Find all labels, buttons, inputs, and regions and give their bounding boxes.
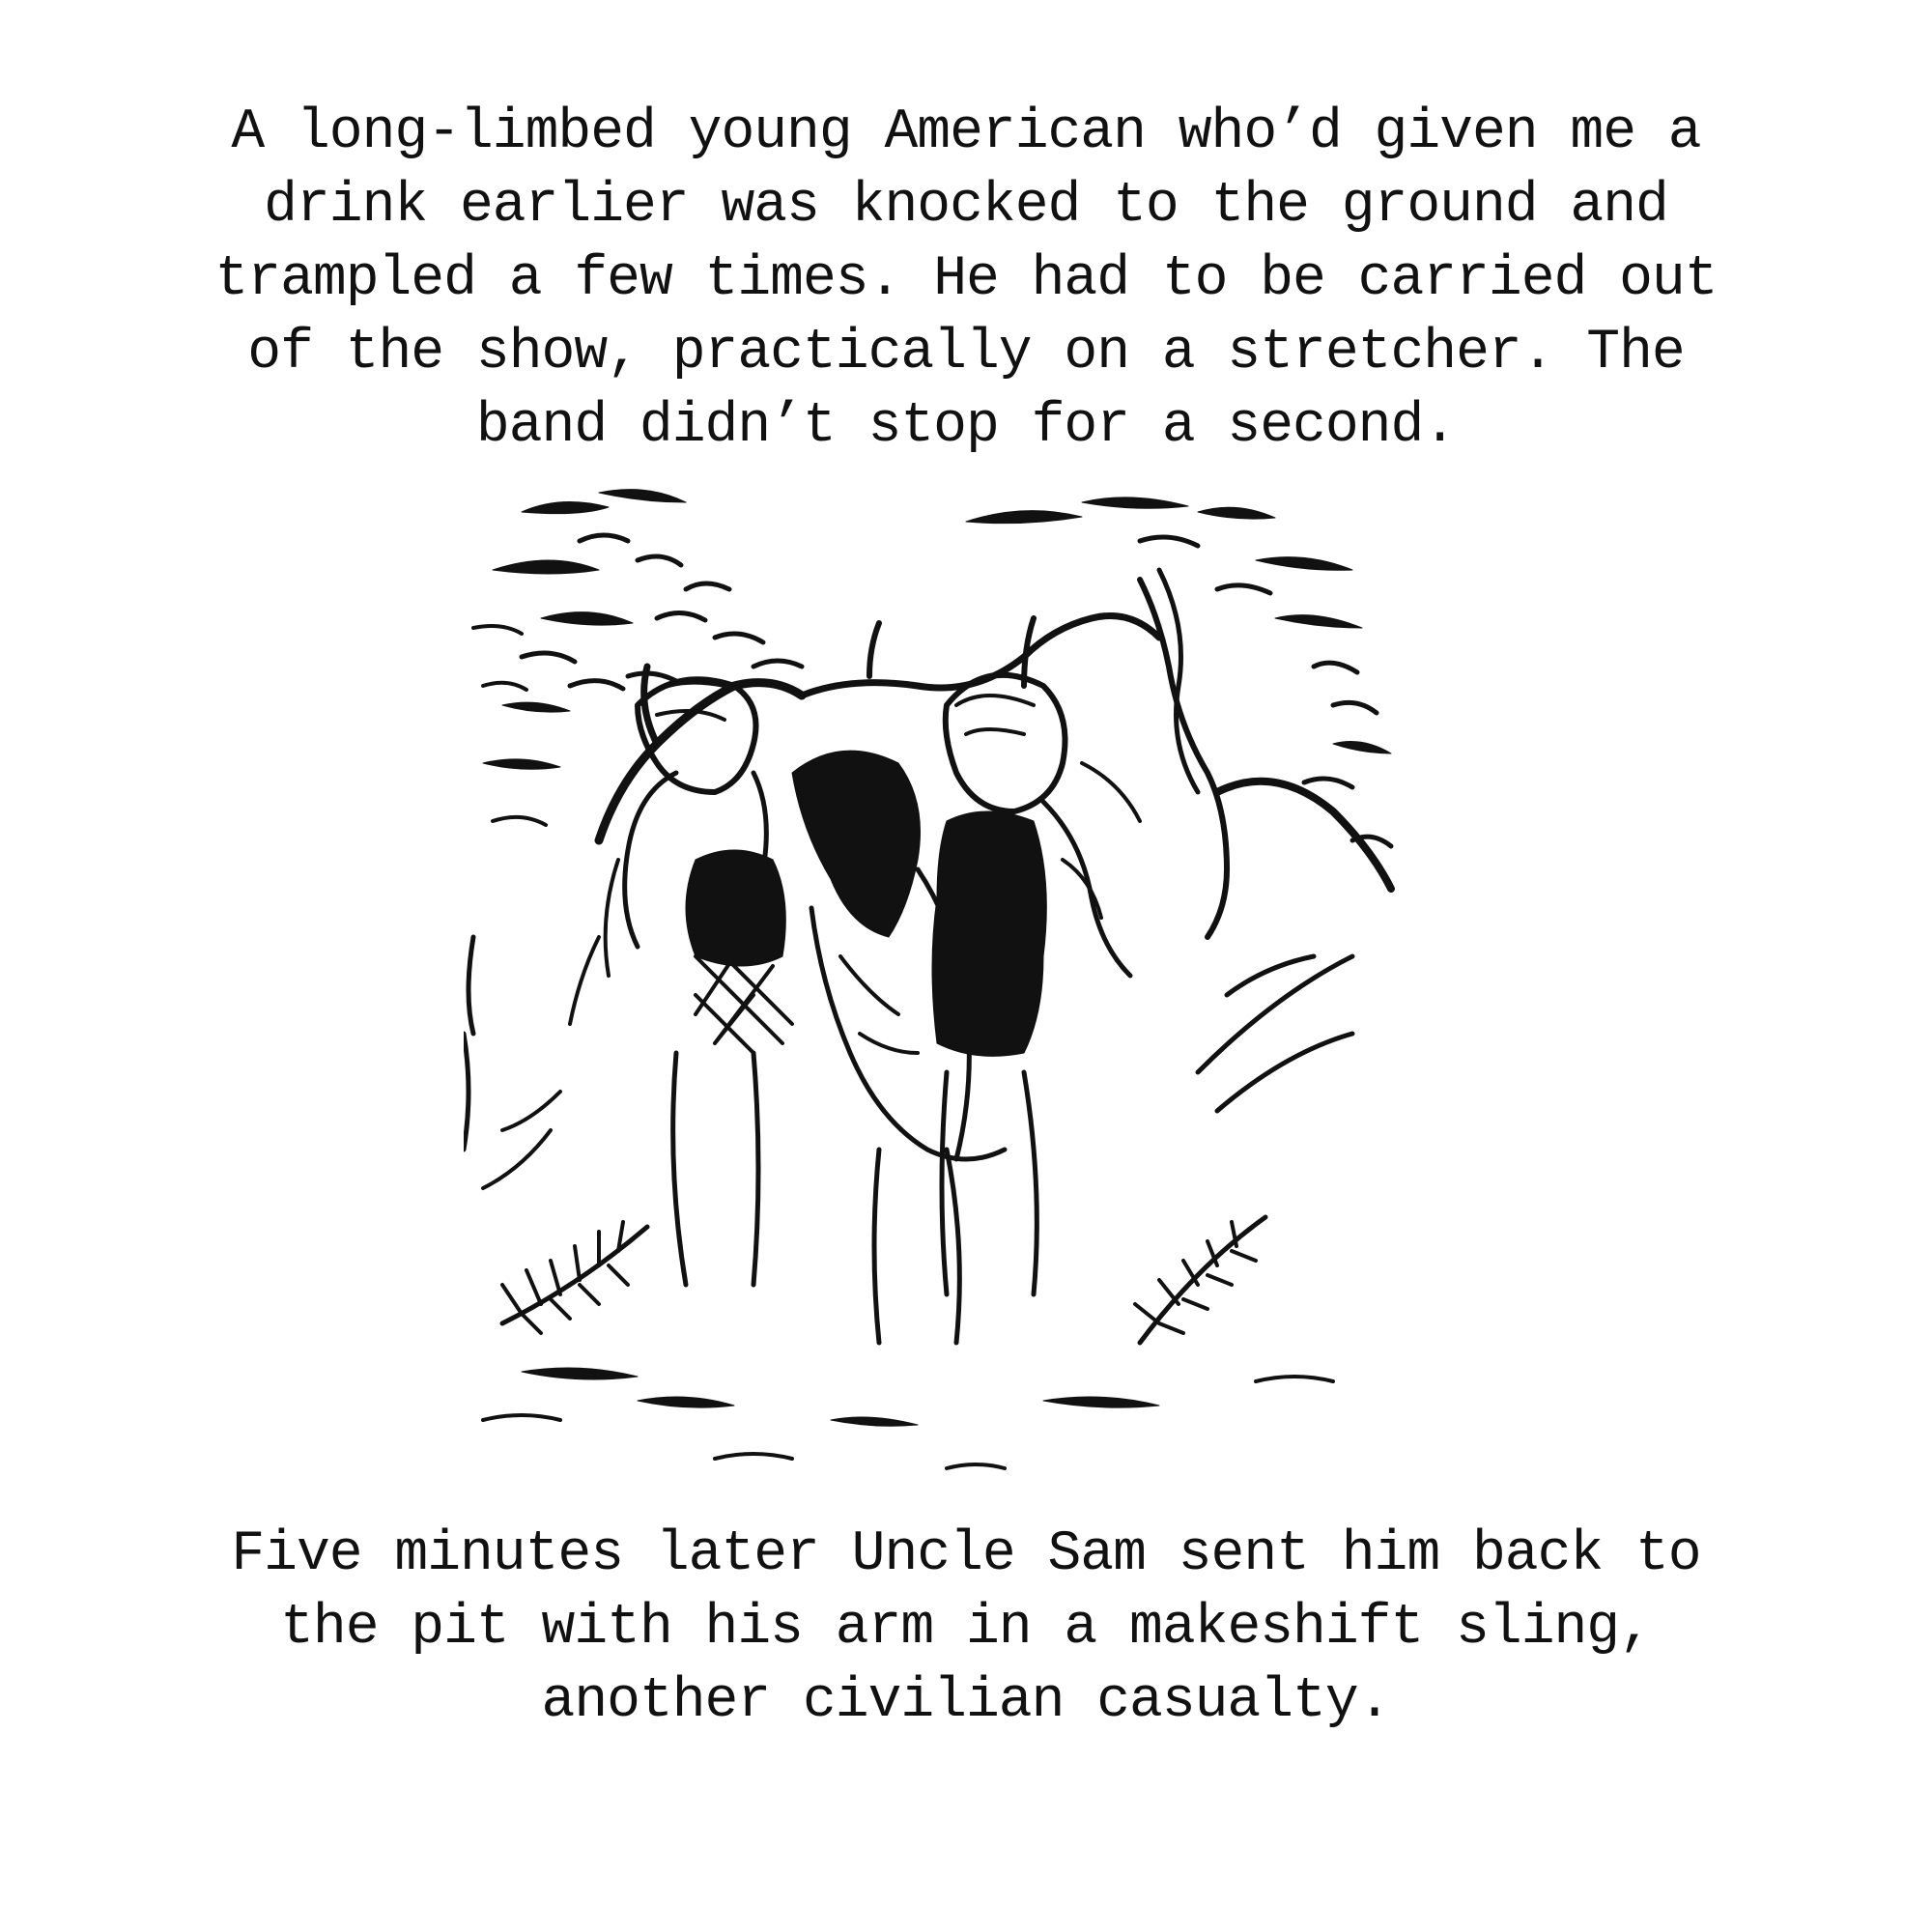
- caption-top: A long-limbed young American who’d given me a drink earlier was knocked to the ground and trampled a few times. He had to be carried out of the show, practically on a stretcher. The band didn’t stop for a second.: [214, 101, 1718, 458]
- caption-bottom: Five minutes later Uncle Sam sent him back to the pit with his arm in a makeshift sling, another civilian casualty.: [231, 1523, 1701, 1733]
- ink-illustration: [464, 454, 1478, 1497]
- ground-strokes: [464, 937, 1333, 1468]
- figure-left: [570, 679, 792, 1285]
- ferns: [483, 956, 1352, 1343]
- figure-right: [932, 675, 1140, 1294]
- illustration-drawing: [464, 454, 1478, 1497]
